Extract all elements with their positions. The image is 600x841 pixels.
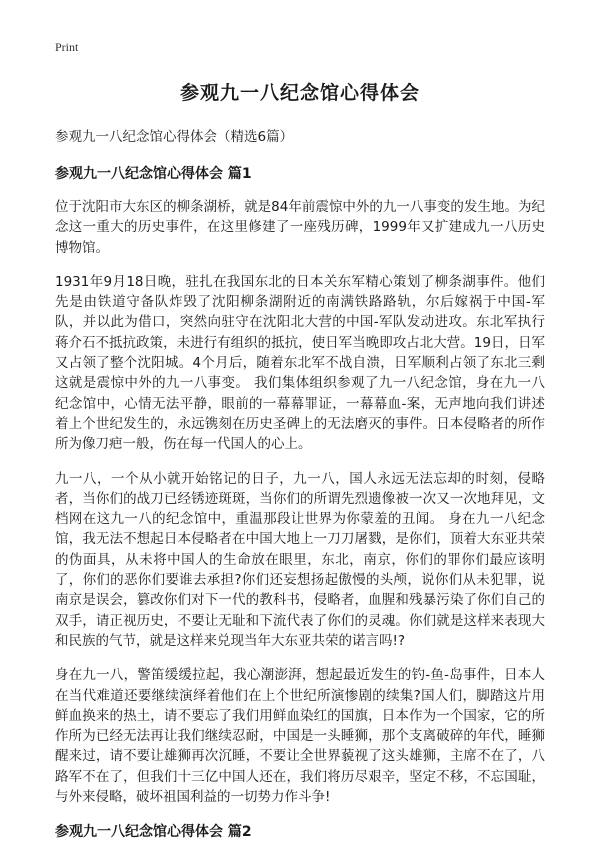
document-title: 参观九一八纪念馆心得体会: [179, 82, 420, 104]
paragraph-3: 九一八，一个从小就开始铭记的日子，九一八，国人永远无法忘却的时刻，侵略者，当你们的战刀已经锈迹斑斑，当你们的所谓先烈遗像被一次又一次地拜见，文档网在这九一八的纪念馆中，重温那段让世界为你蒙羞的丑闻。 身在九一八纪念馆，我无法不想起日本侵略者在中国大地上一刀刀屠戮，是你们，顶着大东亚共荣的伪面具，从未将中国人的生命放在眼里，东北，南京，你们的罪你们最应该明了，你们的恶你们要谁去承担?你们还妄想扬起傲慢的头颅，说你们从未犯罪，说南京是误会，篡改你们对下一代的教科书，侵略者，血腥和残暴污染了你们自己的双手，请正视历史，不要让无耻和下流代表了你们的灵魂。你们就是这样来表现大和民族的气节，就是这样来兑现当年大东亚共荣的诺言吗!?: [55, 470, 545, 649]
paragraph-1: 位于沈阳市大东区的柳条湖桥，就是84年前震惊中外的九一八事变的发生地。为纪念这一重大的历史事件，在这里修建了一座残历碑，1999年又扩建成九一八历史博物馆。: [55, 199, 545, 256]
section-heading-2: 参观九一八纪念馆心得体会 篇2: [55, 824, 252, 841]
print-link[interactable]: Print: [55, 40, 79, 54]
paragraph-2: 1931年9月18日晚，驻扎在我国东北的日本关东军精心策划了柳条湖事件。他们先是由铁道守备队炸毁了沈阳柳条湖附近的南满铁路路轨，尔后嫁祸于中国-军队，并以此为借口，突然向驻守在沈阳北大营的中国-军队发动进攻。东北军执行蒋介石不抵抗政策，未进行有组织的抵抗，使日军当晚即攻占北大营。19日，日军又占领了整个沈阳城。4个月后，随着东北军不战自溃，日军顺利占领了东北三剩这就是震惊中外的九一八事变。 我们集体组织参观了九一八纪念馆，身在九一八纪念馆中，心情无法平静，眼前的一幕幕罪证，一幕幕血-案，无声地向我们讲述着上个世纪发生的，永远镌刻在历史圣碑上的无法磨灭的事件。日本侵略者的所作所为像刀疤一般，伤在每一代国人的心上。: [55, 273, 545, 453]
document-subtitle: 参观九一八纪念馆心得体会（精选6篇）: [55, 129, 294, 145]
section-heading-1: 参观九一八纪念馆心得体会 篇1: [55, 166, 252, 182]
paragraph-4: 身在九一八，警笛缓缓拉起，我心潮澎湃，想起最近发生的钓-鱼-岛事件，日本人在当代难道还要继续演绎着他们在上个世纪所演惨剧的续集?国人们，脚踏这片用鲜血换来的热土，请不要忘了我们用鲜血染红的国旗，日本作为一个国家，它的所作所为已经无法再让我们继续忍耐，中国是一头睡狮，那个支离破碎的年代，睡狮醒来过，请不要让雄狮再次沉睡，不要让全世界藐视了这头雄狮，主席不在了，八路军不在了，但我们十三亿中国人还在，我们将历尽艰辛，坚定不移，不忘国耻，与外来侵略，破坏祖国利益的一切势力作斗争!: [55, 667, 545, 806]
